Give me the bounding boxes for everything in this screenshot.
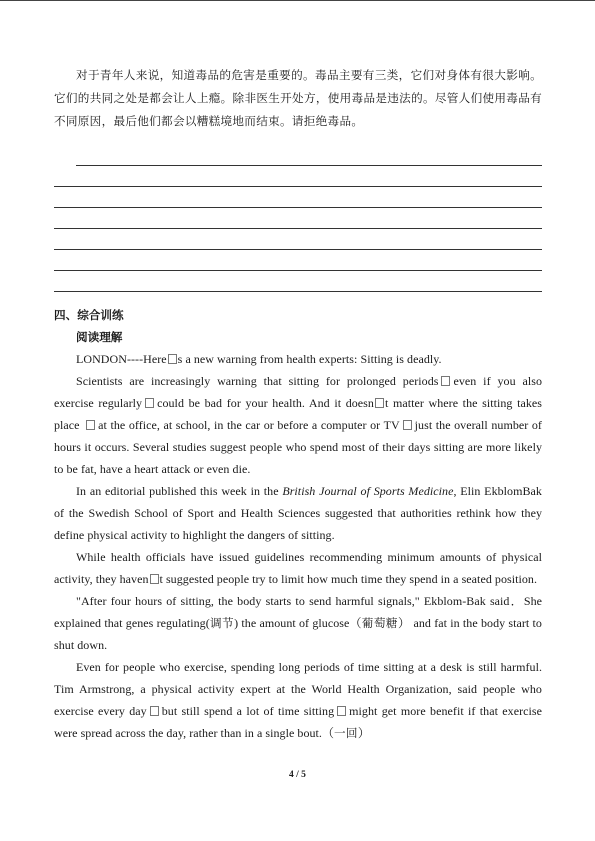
missing-glyph-box — [150, 706, 159, 716]
text-run: , Elin EkblomBak of the Swedish School of Sport and Health Sciences suggested that authorities rethink how they define physical activity to highlight the dangers of sitting. — [54, 484, 542, 542]
reading-paragraph-4 — [54, 546, 542, 590]
answer-line[interactable] — [54, 250, 542, 271]
text-run: just the overall number of hours it occurs. Several studies suggest people who spend most of their days sitting are more likely to be fat, have a heart attack or even die. — [54, 418, 542, 476]
document-page — [54, 64, 542, 744]
text-run: ） — [357, 726, 370, 740]
gloss-bout: 一回 — [334, 726, 358, 740]
reading-paragraph-3 — [54, 480, 542, 546]
text-run: even if you also exercise regularly — [54, 374, 542, 410]
gloss-glucose: 葡萄糖 — [361, 616, 399, 630]
text-run: but still spend a lot of time sitting — [161, 704, 335, 718]
answer-line[interactable] — [54, 229, 542, 250]
text-run: "After four hours of sitting, the body starts to send harmful signals," Ekblom-Bak said．She explained that genes regulating( — [54, 594, 542, 630]
missing-glyph-box — [403, 420, 412, 430]
text-run: s a new warning from health experts: Sitting is deadly. — [177, 352, 442, 366]
reading-paragraph-2 — [54, 370, 542, 480]
text-run: t matter where the sitting takes place — [54, 396, 542, 432]
text-run: ) the amount of glucose（ — [234, 616, 362, 630]
missing-glyph-box — [86, 420, 95, 430]
text-run: at the office, at school, in the car or before a computer or TV — [98, 418, 400, 432]
answer-line[interactable] — [54, 166, 542, 187]
gloss-regulating: 调节 — [209, 616, 235, 630]
reading-paragraph-5 — [54, 590, 542, 656]
text-run: Even for people who exercise, spending long periods of time sitting at a desk is still harmful. Tim Armstrong, a physical activity expert at the World Health Organization, said people who exercise every day — [54, 660, 542, 718]
page-number: 4 / 5 — [289, 770, 306, 780]
text-run: In an editorial published this week in the — [76, 484, 279, 498]
missing-glyph-box — [337, 706, 346, 716]
missing-glyph-box — [375, 398, 384, 408]
writing-lines — [54, 145, 542, 292]
reading-paragraph-1 — [54, 348, 542, 370]
answer-line[interactable] — [54, 271, 542, 292]
text-run: ） and fat in the body start to shut down. — [54, 616, 542, 652]
missing-glyph-box — [150, 574, 159, 584]
section-title: 四、综合训练 — [54, 308, 124, 322]
subsection-title: 阅读理解 — [76, 330, 123, 344]
text-run: could be bad for your health. And it doesn — [157, 396, 374, 410]
text-run: Scientists are increasingly warning that sitting for prolonged periods — [76, 374, 439, 388]
missing-glyph-box — [441, 376, 450, 386]
missing-glyph-box — [168, 354, 177, 364]
text-run: might get more benefit if that exercise were spread across the day, rather than in a single bout.（ — [54, 704, 543, 740]
answer-line[interactable] — [54, 208, 542, 229]
text-run: While health officials have issued guidelines recommending minimum amounts of physical activity, they haven — [54, 550, 542, 586]
text-run: LONDON----Here — [76, 352, 167, 366]
missing-glyph-box — [145, 398, 154, 408]
chinese-paragraph: 对于青年人来说，知道毒品的危害是重要的。毒品主要有三类，它们对身体有很大影响。它们的共同之处是都会让人上瘾。除非医生开处方，使用毒品是违法的。尽管人们使用毒品有不同原因，最后他们都会以糟糕境地而结束。请拒绝毒品。 — [54, 68, 542, 128]
answer-line[interactable] — [76, 145, 542, 166]
answer-line[interactable] — [54, 187, 542, 208]
text-run: t suggested people try to limit how much time they spend in a seated position. — [159, 572, 538, 586]
reading-paragraph-6 — [54, 656, 542, 744]
journal-title: British Journal of Sports Medicine — [282, 484, 454, 498]
top-rule — [0, 0, 595, 1]
